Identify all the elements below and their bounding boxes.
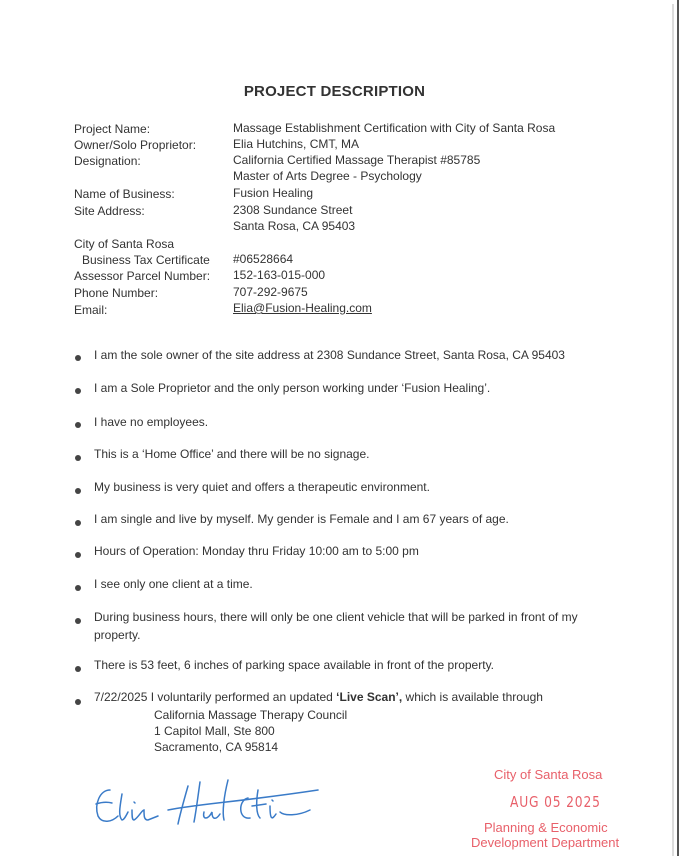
designation-label: Designation: (74, 154, 141, 168)
bullet-icon (75, 355, 81, 361)
tax-cert-label-line1: City of Santa Rosa (74, 237, 175, 251)
owner-value: Elia Hutchins, CMT, MA (233, 137, 360, 151)
page-edge-shadow (672, 4, 674, 856)
site-address-line1: 2308 Sundance Street (233, 203, 353, 217)
parcel-number-value: 152-163-015-000 (233, 268, 326, 282)
stamp-date: AUG 05 2025 (510, 793, 601, 811)
bullet-icon (75, 585, 81, 591)
phone-value: 707-292-9675 (233, 285, 308, 299)
tax-cert-label-line2: Business Tax Certificate (82, 253, 210, 267)
statement-sole-owner: I am the sole owner of the site address at 2308 Sundance Street, Santa Rosa, CA 95403 (94, 348, 565, 362)
statement-parking-space: There is 53 feet, 6 inches of parking space available in front of the property. (94, 658, 495, 672)
statement-single: I am single and live by myself. My gender is Female and I am 67 years of age. (94, 512, 509, 526)
statement-quiet-business: My business is very quiet and offers a therapeutic environment. (94, 480, 430, 494)
bullet-icon (75, 488, 81, 494)
business-name-value: Fusion Healing (233, 186, 314, 200)
bullet-icon (75, 618, 81, 624)
site-address-line2: Santa Rosa, CA 95403 (233, 219, 356, 233)
live-scan-suffix: which is available through (402, 690, 543, 704)
council-address: 1 Capitol Mall, Ste 800 (154, 724, 275, 738)
signature-image (88, 776, 328, 836)
designation-value: California Certified Massage Therapist #85785 (233, 153, 481, 167)
bullet-icon (75, 455, 81, 461)
stamp-department-line2: Development Department (471, 835, 620, 850)
degree-value: Master of Arts Degree - Psychology (233, 169, 422, 183)
statement-sole-proprietor: I am a Sole Proprietor and the only person working under ‘Fusion Healing’. (94, 381, 491, 395)
project-name-label: Project Name: (74, 122, 151, 136)
parcel-number-label: Assessor Parcel Number: (74, 269, 211, 283)
bullet-icon (75, 520, 81, 526)
email-link[interactable]: Elia@Fusion-Healing.com (233, 301, 372, 315)
document-title-text: PROJECT DESCRIPTION (243, 83, 426, 100)
statement-no-employees: I have no employees. (94, 415, 209, 429)
document-title (0, 83, 679, 100)
statement-parking-vehicle: During business hours, there will only be one client vehicle that will be parked in front of my property. (94, 610, 578, 642)
bullet-icon (75, 699, 81, 705)
council-city: Sacramento, CA 95814 (154, 740, 279, 754)
owner-label: Owner/Solo Proprietor: (74, 138, 197, 152)
bullet-icon (75, 666, 81, 672)
statement-hours: Hours of Operation: Monday thru Friday 10:00 am to 5:00 pm (94, 544, 419, 558)
council-name: California Massage Therapy Council (154, 708, 348, 722)
project-name-value: Massage Establishment Certification with City of Santa Rosa (233, 121, 556, 135)
statement-live-scan (94, 688, 543, 706)
live-scan-emphasis: ‘Live Scan’, (336, 690, 403, 704)
stamp-city: City of Santa Rosa (494, 767, 603, 782)
business-name-label: Name of Business: (74, 187, 175, 201)
bullet-icon (75, 552, 81, 558)
email-label: Email: (74, 303, 108, 317)
site-address-label: Site Address: (74, 204, 145, 218)
statement-home-office: This is a ‘Home Office’ and there will be no signage. (94, 447, 370, 461)
stamp-department-line1: Planning & Economic (484, 820, 608, 835)
phone-label: Phone Number: (74, 286, 159, 300)
bullet-icon (75, 422, 81, 428)
statement-one-client: I see only one client at a time. (94, 577, 253, 591)
tax-cert-value: #06528664 (233, 252, 294, 266)
bullet-icon (75, 388, 81, 394)
live-scan-prefix: 7/22/2025 I voluntarily performed an updated (94, 690, 337, 704)
